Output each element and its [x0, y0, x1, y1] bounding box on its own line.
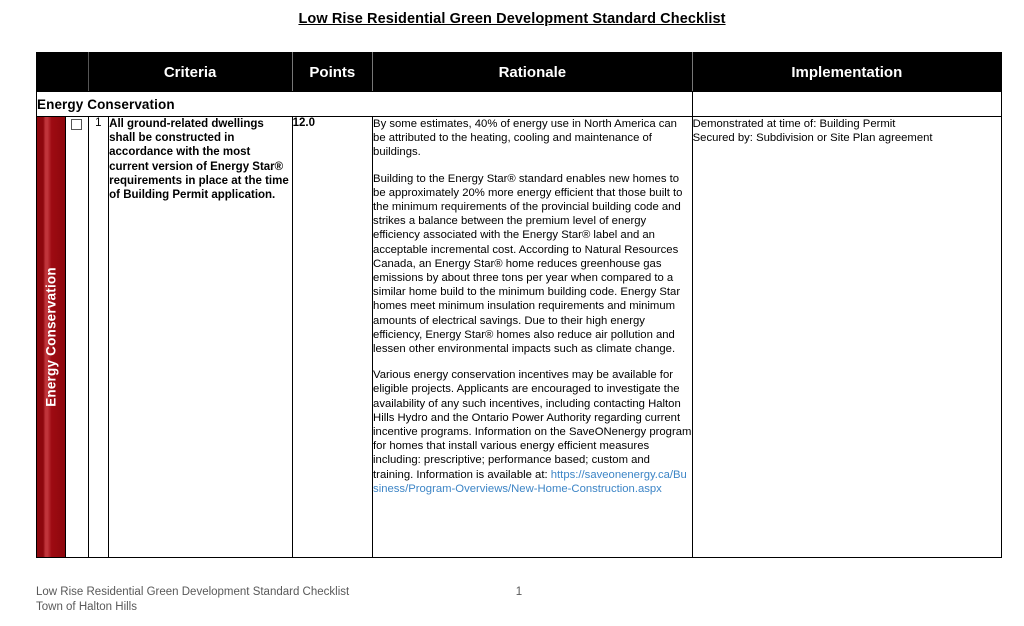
- footer-line-2: Town of Halton Hills: [36, 601, 137, 613]
- header-points: Points: [292, 53, 372, 92]
- rationale-paragraph-1: By some estimates, 40% of energy use in North America can be attributed to the heating, cooling and maintenance of buildings.: [373, 118, 677, 159]
- implementation-line-1: Demonstrated at time of: Building Permit: [692, 118, 896, 130]
- header-criteria: Criteria: [88, 53, 292, 92]
- header-implementation: Implementation: [692, 53, 1001, 92]
- rationale-paragraph-2: Building to the Energy Star® standard enables new homes to be approximately 20% more energy efficient that those built to the minimum requirements of the provincial building code and strikes a balance between the premium level of energy efficiency associated with the Energy Star® label and an acceptable incremental cost. According to Natural Resources Canada, an Energy Star® home reduces greenhouse gas emissions by about three tons per year when compared to a similar home build to the minimum building code. Energy Star homes meet minimum insulation requirements and minimum amounts of electrical savings. Due to their high energy efficiency, Energy Star® homes also reduce air pollution and lessen other environmental impacts such as climate change.: [373, 172, 683, 356]
- row-implementation-cell: [692, 117, 1001, 558]
- implementation-line-2: Secured by: Subdivision or Site Plan agreement: [692, 132, 933, 145]
- section-empty-cell: [692, 92, 1001, 117]
- table-header-row: [37, 53, 1002, 92]
- section-side-tab: [37, 117, 66, 558]
- footer-line-1: Low Rise Residential Green Development Standard Checklist: [36, 586, 350, 598]
- checklist-table: [36, 52, 1002, 558]
- row-points-value: 12.0: [292, 117, 372, 558]
- row-rationale-cell: [373, 117, 693, 558]
- section-header-row: [37, 92, 1002, 117]
- checklist-table-container: [36, 52, 1002, 558]
- header-rationale: Rationale: [373, 53, 693, 92]
- section-title-energy-conservation: Energy Conservation: [37, 92, 693, 117]
- rationale-paragraph-3-text: Various energy conservation incentives may be available for eligible projects. Applicants are encouraged to investigate the availability of any such incentives, including contacting Halton Hills Hydro and the Ontario Power Authority regarding current incentive programs. Information on the SaveONenergy program for homes that install various energy efficient measures including: prescriptive; performance based; custom and training. Information is available at:: [373, 369, 692, 481]
- table-row: [37, 117, 1002, 558]
- checkbox-empty-icon[interactable]: [71, 119, 82, 130]
- section-side-tab-band: [37, 117, 65, 557]
- row-checkbox-cell[interactable]: [65, 117, 88, 558]
- row-criteria-text: All ground-related dwellings shall be constructed in accordance with the most current version of Energy Star® requirements in place at the time of Building Permit application.: [109, 117, 293, 558]
- row-number: 1: [88, 117, 109, 558]
- page-title: Low Rise Residential Green Development Standard Checklist: [298, 11, 726, 27]
- section-side-tab-label: Energy Conservation: [43, 267, 59, 407]
- rationale-paragraph-3: [373, 368, 692, 496]
- footer-page-number: 1: [515, 586, 523, 598]
- header-blank: [37, 53, 89, 92]
- saveonenergy-link[interactable]: https://saveonenergy.ca/Business/Program-Overviews/New-Home-Construction.aspx: [373, 468, 687, 495]
